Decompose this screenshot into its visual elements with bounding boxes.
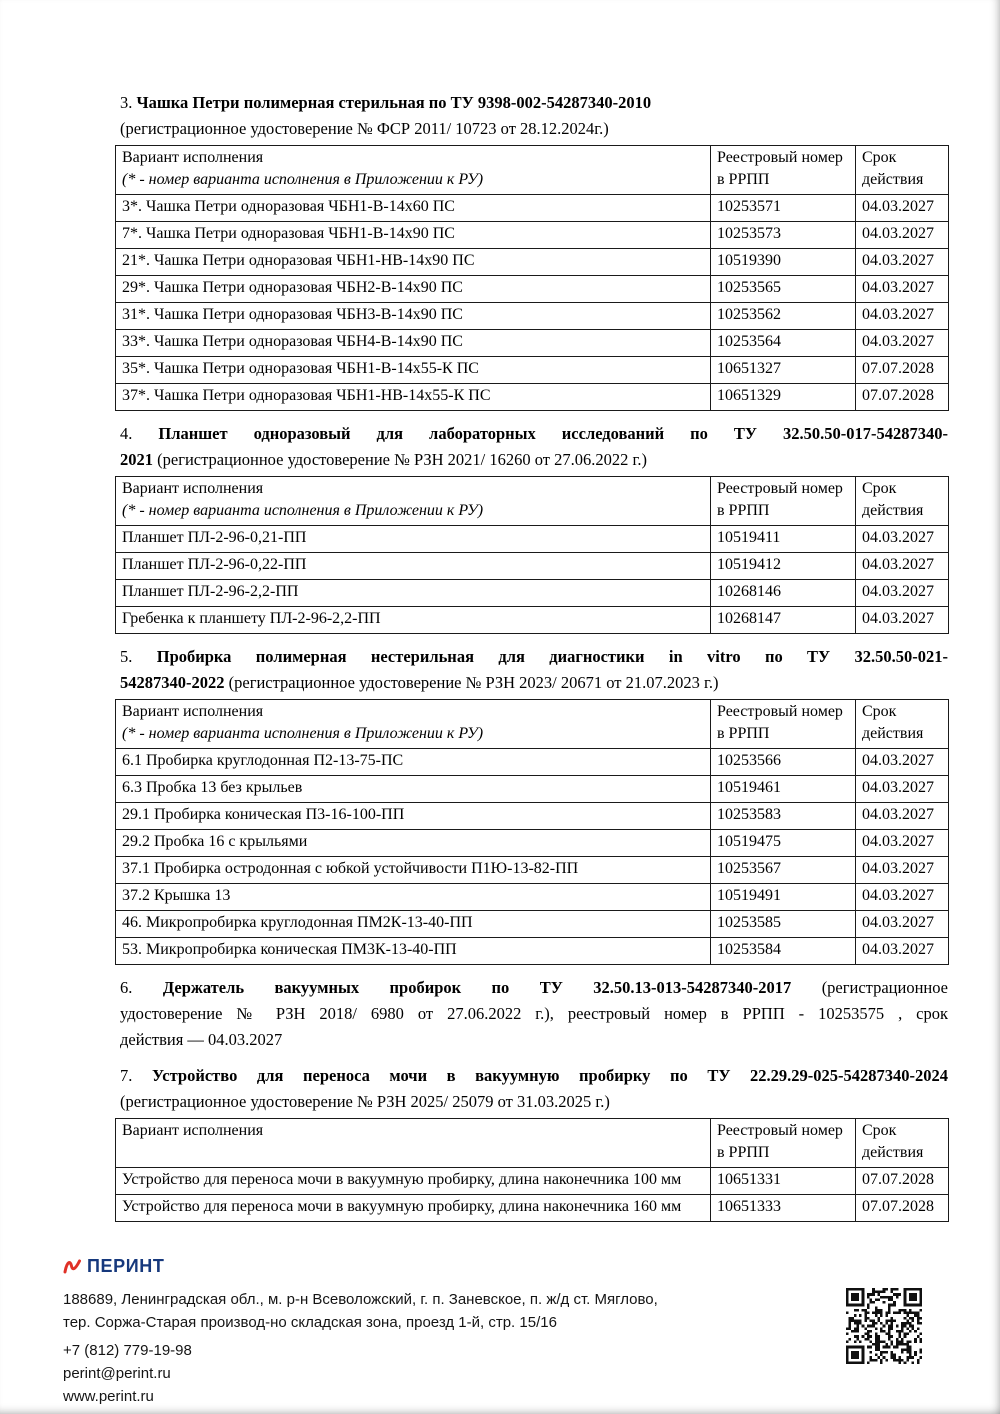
footer [63, 1256, 937, 1406]
registry-number-cell: 10519412 [711, 553, 856, 580]
email-address: perint@perint.ru [63, 1365, 171, 1382]
section-title-cont: 2021 [120, 450, 153, 469]
section-title: Пробирка полимерная нестерильная для диагностики in vitro по ТУ 32.50.50-021- [156, 647, 949, 666]
variant-header-cell [116, 1119, 711, 1168]
products-table-7 [115, 1118, 949, 1222]
variant-cell: Планшет ПЛ-2-96-2,2-ПП [116, 580, 711, 607]
expiry-cell: 04.03.2027 [856, 222, 949, 249]
variant-header-cell [116, 146, 711, 195]
table-row [116, 884, 949, 911]
heading-line [115, 90, 948, 116]
table-row [116, 830, 949, 857]
table-row [116, 195, 949, 222]
variant-header-cell [116, 700, 711, 749]
table-header-row [116, 146, 949, 195]
heading-line [115, 1001, 948, 1027]
expiry-cell: 04.03.2027 [856, 249, 949, 276]
expiry-cell: 04.03.2027 [856, 195, 949, 222]
expiry-cell: 07.07.2028 [856, 357, 949, 384]
table-row [116, 803, 949, 830]
expiry-cell: 07.07.2028 [856, 1168, 949, 1195]
registry-header-cell: Реестровый номер в РРПП [711, 700, 856, 749]
variant-header-cell [116, 477, 711, 526]
section-5-heading [115, 644, 948, 696]
expiry-cell: 04.03.2027 [856, 911, 949, 938]
table-row [116, 553, 949, 580]
variant-cell: 37.2 Крышка 13 [116, 884, 711, 911]
variant-cell: 6.3 Пробка 13 без крыльев [116, 776, 711, 803]
variant-cell: 33*. Чашка Петри одноразовая ЧБН4-В-14х90 ПС [116, 330, 711, 357]
expiry-cell: 04.03.2027 [856, 938, 949, 965]
table-row [116, 357, 949, 384]
address-line-2: тер. Соржа-Старая производ-но складская зона, проезд 1-й, стр. 15/16 [63, 1314, 557, 1331]
section-title-cont: 54287340-2022 [120, 673, 225, 692]
expiry-header-cell: Срок действия [856, 477, 949, 526]
variant-cell: 35*. Чашка Петри одноразовая ЧБН1-В-14х55-К ПС [116, 357, 711, 384]
variant-cell: Устройство для переноса мочи в вакуумную пробирку, длина наконечника 100 мм [116, 1168, 711, 1195]
expiry-cell: 04.03.2027 [856, 857, 949, 884]
logo-icon [63, 1258, 82, 1275]
variant-header-label: Вариант исполнения [122, 480, 264, 497]
variant-header-note: (* - номер варианта исполнения в Приложении к РУ) [122, 171, 484, 188]
expiry-cell: 04.03.2027 [856, 776, 949, 803]
address-line-1: 188689, Ленинградская обл., м. р-н Всеволожский, г. п. Заневское, п. ж/д ст. Мяглово, [63, 1291, 658, 1308]
section-3 [115, 90, 948, 411]
registry-header-cell: Реестровый номер в РРПП [711, 1119, 856, 1168]
variant-cell: 46. Микропробирка круглодонная ПМ2К-13-40-ПП [116, 911, 711, 938]
table-row [116, 1195, 949, 1222]
heading-line [115, 670, 948, 696]
variant-cell: 37.1 Пробирка остродонная с юбкой устойчивости П1Ю-13-82-ПП [116, 857, 711, 884]
expiry-cell: 04.03.2027 [856, 607, 949, 634]
expiry-header-cell: Срок действия [856, 146, 949, 195]
variant-cell: 21*. Чашка Петри одноразовая ЧБН1-НВ-14х90 ПС [116, 249, 711, 276]
registry-header-cell: Реестровый номер в РРПП [711, 146, 856, 195]
products-table-4 [115, 476, 949, 634]
variant-cell: Планшет ПЛ-2-96-0,21-ПП [116, 526, 711, 553]
variant-cell: 31*. Чашка Петри одноразовая ЧБН3-В-14х90 ПС [116, 303, 711, 330]
table-row [116, 303, 949, 330]
registry-number-cell: 10253564 [711, 330, 856, 357]
table-row [116, 222, 949, 249]
variant-header-label: Вариант исполнения [122, 703, 264, 720]
table-row [116, 276, 949, 303]
registry-number-cell: 10519390 [711, 249, 856, 276]
table-row [116, 776, 949, 803]
phone-number: +7 (812) 779-19-98 [63, 1342, 192, 1359]
table-header-row [116, 477, 949, 526]
variant-cell: 29.1 Пробирка коническая П3-16-100-ПП [116, 803, 711, 830]
heading-line [115, 644, 948, 670]
registry-number-cell: 10268146 [711, 580, 856, 607]
registry-number-cell: 10651333 [711, 1195, 856, 1222]
expiry-cell: 04.03.2027 [856, 303, 949, 330]
table-header-row [116, 700, 949, 749]
expiry-header-cell: Срок действия [856, 1119, 949, 1168]
expiry-cell: 04.03.2027 [856, 580, 949, 607]
table-row [116, 526, 949, 553]
registry-number-cell: 10651327 [711, 357, 856, 384]
qr-code [846, 1288, 922, 1364]
variant-cell: 3*. Чашка Петри одноразовая ЧБН1-В-14х60 ПС [116, 195, 711, 222]
registry-number-cell: 10253565 [711, 276, 856, 303]
section-4 [115, 421, 948, 634]
section-number: 4. [120, 424, 159, 443]
table-row [116, 857, 949, 884]
expiry-cell: 04.03.2027 [856, 276, 949, 303]
variant-cell: Гребенка к планшету ПЛ-2-96-2,2-ПП [116, 607, 711, 634]
expiry-header-cell: Срок действия [856, 700, 949, 749]
registration-text: действия — 04.03.2027 [120, 1030, 283, 1049]
section-number: 3. [120, 93, 137, 112]
table-header-row [116, 1119, 949, 1168]
registry-number-cell: 10519475 [711, 830, 856, 857]
section-3-heading [115, 90, 948, 142]
section-6 [115, 975, 948, 1053]
section-number: 6. [120, 978, 163, 997]
table-row [116, 607, 949, 634]
registration-text: (регистрационное удостоверение № РЗН 2025/ 25079 от 31.03.2025 г.) [120, 1092, 610, 1111]
expiry-cell: 07.07.2028 [856, 384, 949, 411]
table-row [116, 938, 949, 965]
variant-header-label: Вариант исполнения [122, 1122, 264, 1139]
registry-number-cell: 10519491 [711, 884, 856, 911]
variant-cell: Устройство для переноса мочи в вакуумную пробирку, длина наконечника 160 мм [116, 1195, 711, 1222]
registry-header-cell: Реестровый номер в РРПП [711, 477, 856, 526]
expiry-cell: 04.03.2027 [856, 526, 949, 553]
registry-number-cell: 10253583 [711, 803, 856, 830]
registry-number-cell: 10253571 [711, 195, 856, 222]
expiry-cell: 07.07.2028 [856, 1195, 949, 1222]
section-title: Планшет одноразовый для лабораторных исследований по ТУ 32.50.50-017-54287340- [158, 424, 949, 443]
variant-header-label: Вариант исполнения [122, 149, 264, 166]
variant-cell: 29*. Чашка Петри одноразовая ЧБН2-В-14х90 ПС [116, 276, 711, 303]
section-number: 7. [120, 1066, 152, 1085]
section-title: Держатель вакуумных пробирок по ТУ 32.50.13-013-54287340-2017 [162, 978, 792, 997]
heading-line [115, 1027, 948, 1053]
registration-text: (регистрационное [791, 978, 949, 997]
section-number: 5. [120, 647, 157, 666]
variant-cell: 7*. Чашка Петри одноразовая ЧБН1-В-14х90 ПС [116, 222, 711, 249]
website-url: www.perint.ru [63, 1388, 154, 1405]
registry-number-cell: 10651331 [711, 1168, 856, 1195]
expiry-cell: 04.03.2027 [856, 553, 949, 580]
document-content [115, 0, 948, 1222]
registration-text: (регистрационное удостоверение № РЗН 2023/ 20671 от 21.07.2023 г.) [224, 673, 719, 692]
table-row [116, 1168, 949, 1195]
variant-cell: 53. Микропробирка коническая ПМ3К-13-40-ПП [116, 938, 711, 965]
expiry-cell: 04.03.2027 [856, 749, 949, 776]
registration-note [115, 1089, 948, 1115]
company-logo [63, 1256, 937, 1277]
variant-cell: 29.2 Пробка 16 с крыльями [116, 830, 711, 857]
expiry-cell: 04.03.2027 [856, 803, 949, 830]
table-row [116, 580, 949, 607]
heading-line [115, 421, 948, 447]
table-row [116, 749, 949, 776]
registry-number-cell: 10519461 [711, 776, 856, 803]
expiry-cell: 04.03.2027 [856, 330, 949, 357]
variant-header-note: (* - номер варианта исполнения в Приложении к РУ) [122, 725, 484, 742]
section-7 [115, 1063, 948, 1222]
registry-number-cell: 10253573 [711, 222, 856, 249]
registration-text: удостоверение № РЗН 2018/ 6980 от 27.06.2022 г.), реестровый номер в РРПП - 10253575 , срок [120, 1004, 948, 1023]
section-title: Чашка Петри полимерная стерильная по ТУ 9398-002-54287340-2010 [136, 93, 652, 112]
products-table-5 [115, 699, 949, 965]
table-row [116, 384, 949, 411]
registration-note [115, 116, 948, 142]
table-row [116, 249, 949, 276]
registration-text: (регистрационное удостоверение № ФСР 2011/ 10723 от 28.12.2024г.) [120, 119, 609, 138]
products-table-3 [115, 145, 949, 411]
registry-number-cell: 10253566 [711, 749, 856, 776]
expiry-cell: 04.03.2027 [856, 830, 949, 857]
logo-text: ПЕРИНТ [87, 1256, 165, 1276]
section-7-heading [115, 1063, 948, 1115]
table-row [116, 911, 949, 938]
section-5 [115, 644, 948, 965]
registry-number-cell: 10253584 [711, 938, 856, 965]
registry-number-cell: 10268147 [711, 607, 856, 634]
registry-number-cell: 10519411 [711, 526, 856, 553]
registration-text: (регистрационное удостоверение № РЗН 2021/ 16260 от 27.06.2022 г.) [153, 450, 648, 469]
variant-header-note: (* - номер варианта исполнения в Приложении к РУ) [122, 502, 484, 519]
heading-line [115, 447, 948, 473]
variant-cell: 37*. Чашка Петри одноразовая ЧБН1-НВ-14х55-К ПС [116, 384, 711, 411]
section-title: Устройство для переноса мочи в вакуумную пробирку по ТУ 22.29.29-025-54287340-2024 [151, 1066, 948, 1085]
registry-number-cell: 10253562 [711, 303, 856, 330]
expiry-cell: 04.03.2027 [856, 884, 949, 911]
table-row [116, 330, 949, 357]
variant-cell: 6.1 Пробирка круглодонная П2-13-75-ПС [116, 749, 711, 776]
registry-number-cell: 10253585 [711, 911, 856, 938]
section-4-heading [115, 421, 948, 473]
heading-line [115, 975, 948, 1001]
registry-number-cell: 10253567 [711, 857, 856, 884]
heading-line [115, 1063, 948, 1089]
registry-number-cell: 10651329 [711, 384, 856, 411]
variant-cell: Планшет ПЛ-2-96-0,22-ПП [116, 553, 711, 580]
